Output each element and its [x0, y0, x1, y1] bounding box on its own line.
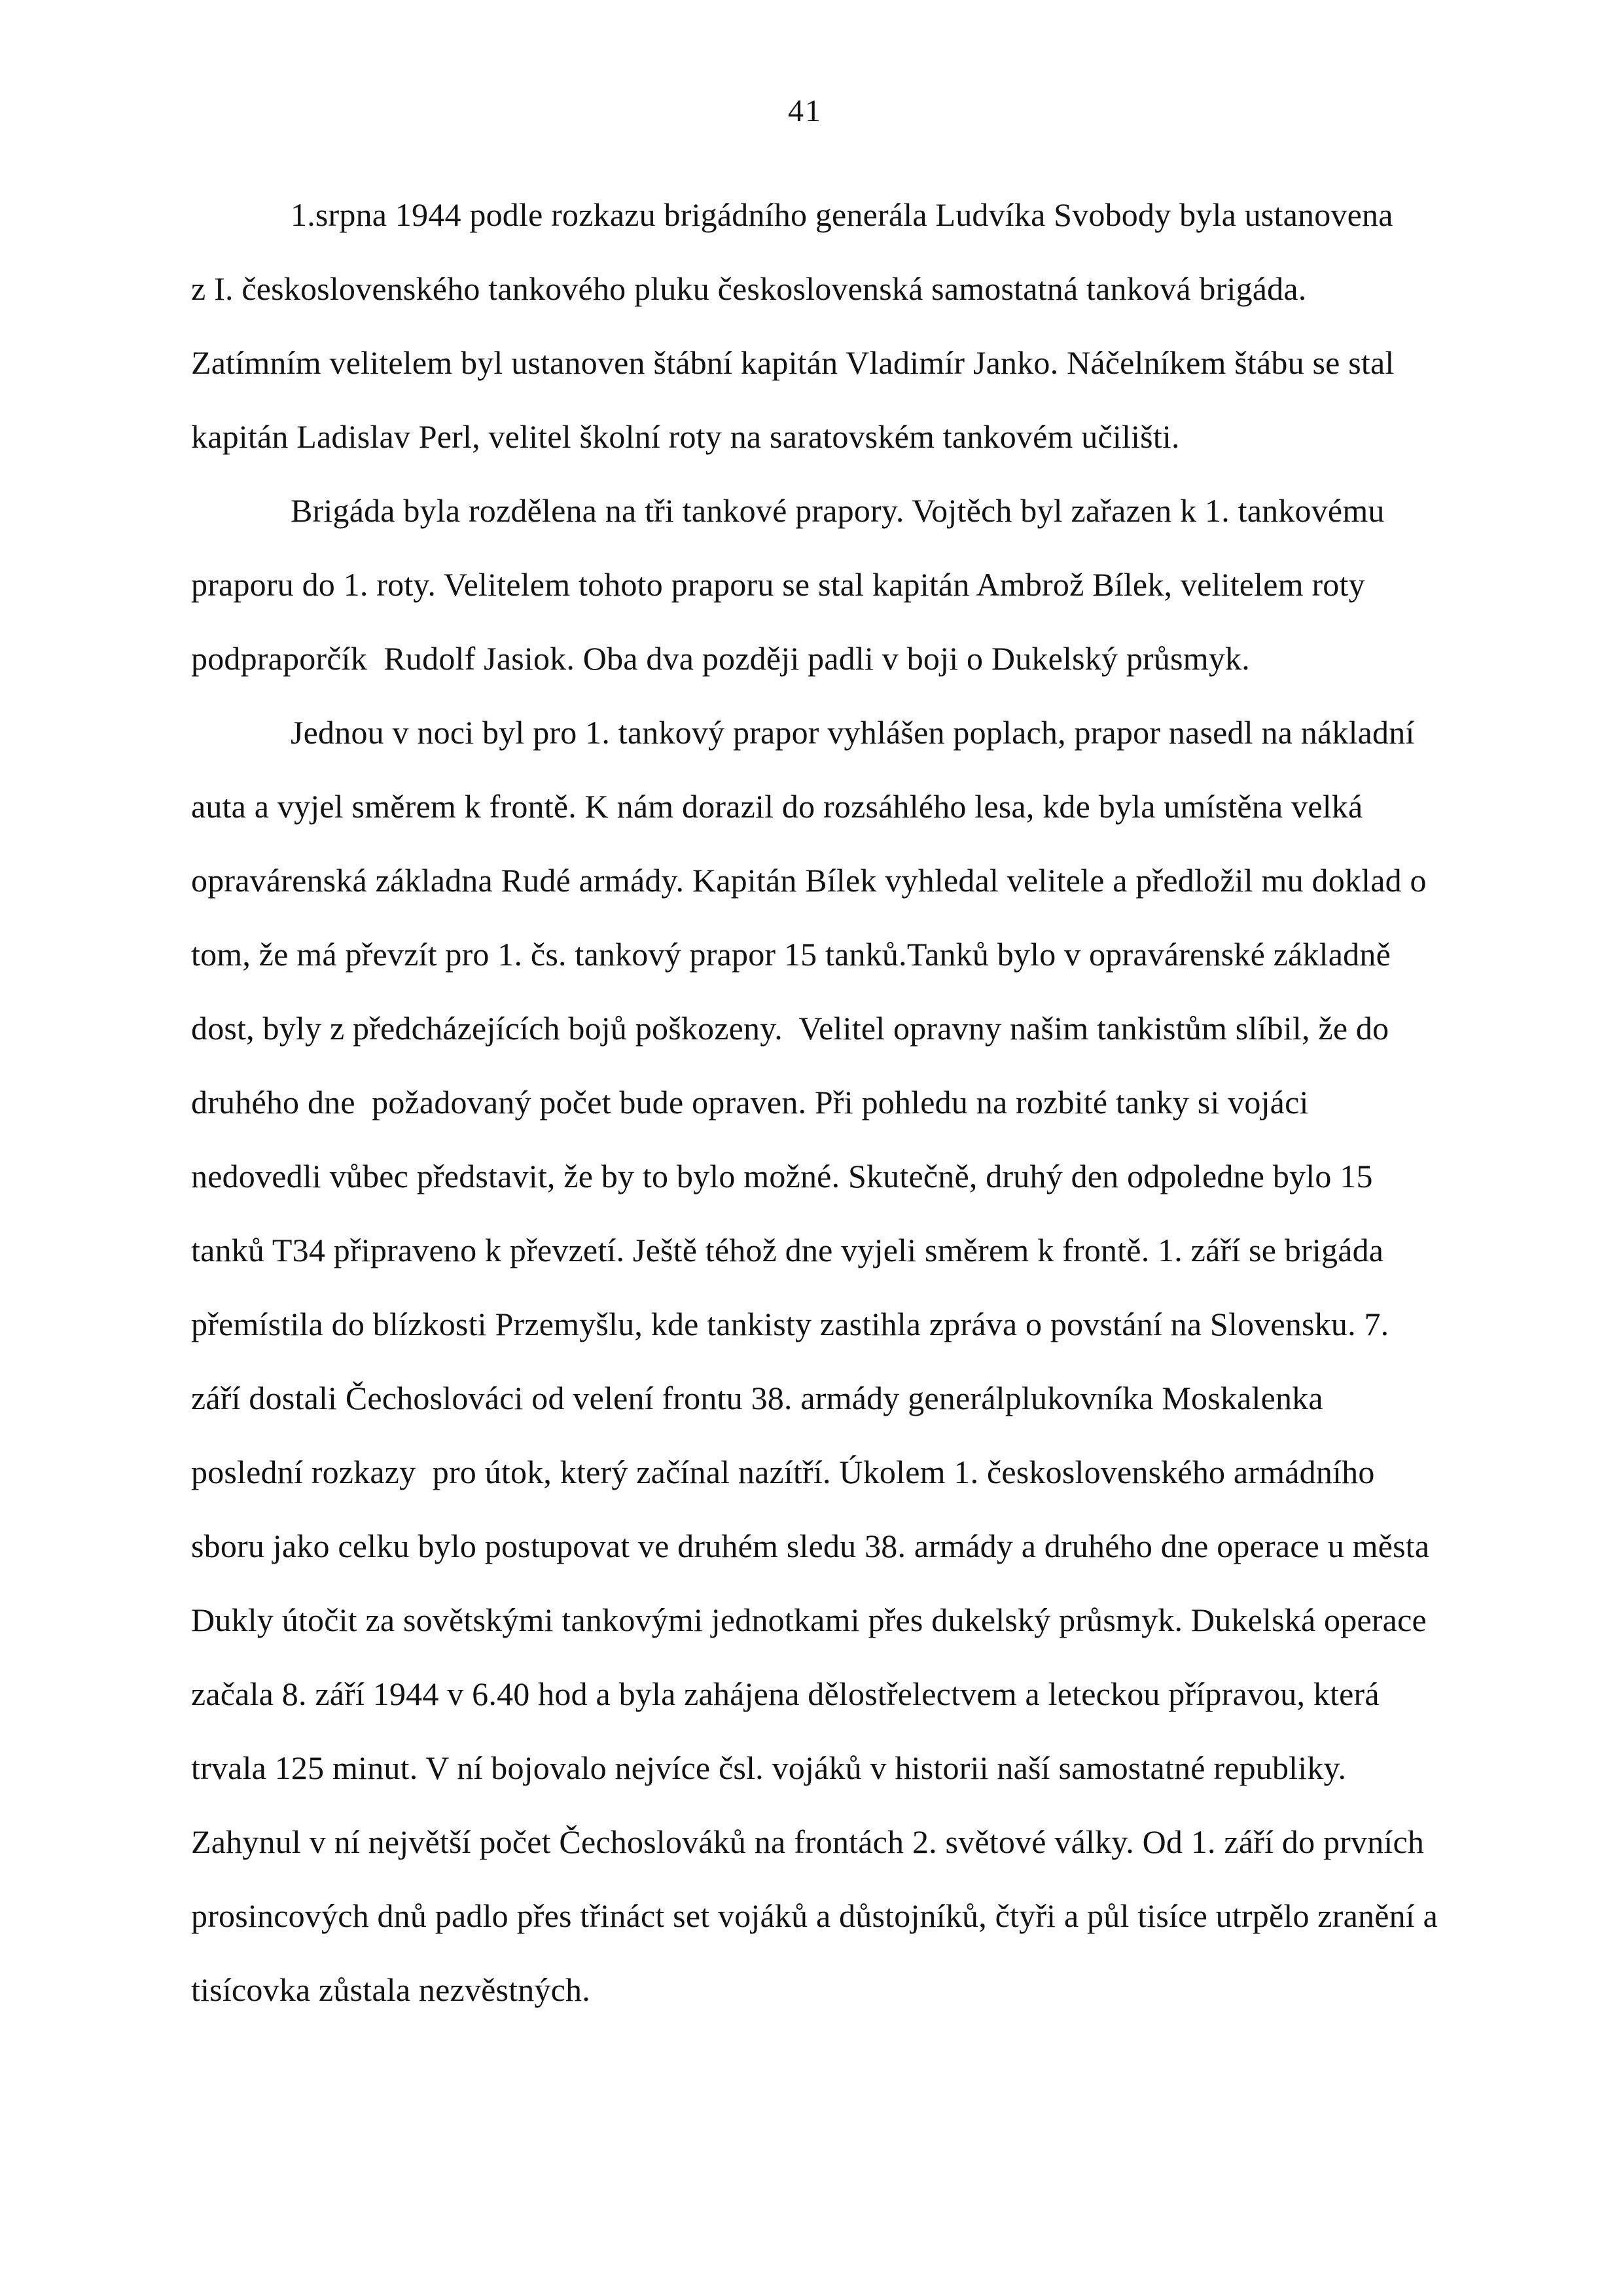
text-line: druhého dne požadovaný počet bude opraven. Při pohledu na rozbité tanky si vojáci	[191, 1084, 1309, 1121]
text-line: začala 8. září 1944 v 6.40 hod a byla zahájena dělostřelectvem a leteckou přípravou, která	[191, 1676, 1380, 1712]
text-line: Zahynul v ní největší počet Čechoslováků na frontách 2. světové války. Od 1. září do prvních	[191, 1823, 1425, 1860]
text-line: Jednou v noci byl pro 1. tankový prapor vyhlášen poplach, prapor nasedl na nákladní	[291, 714, 1415, 751]
text-line: Brigáda byla rozdělena na tři tankové prapory. Vojtěch byl zařazen k 1. tankovému	[291, 492, 1385, 529]
text-line: přemístila do blízkosti Przemyšlu, kde tankisty zastihla zpráva o povstání na Slovensku. 7.	[191, 1306, 1389, 1342]
text-line: tanků T34 připraveno k převzetí. Ještě téhož dne vyjeli směrem k frontě. 1. září se brigáda	[191, 1232, 1384, 1268]
text-line: kapitán Ladislav Perl, velitel školní roty na saratovském tankovém učilišti.	[191, 418, 1180, 455]
document-text	[191, 178, 1438, 2027]
text-line: prosincových dnů padlo přes třináct set vojáků a důstojníků, čtyři a půl tisíce utrpělo zranění a	[191, 1897, 1438, 1934]
text-line: sboru jako celku bylo postupovat ve druhém sledu 38. armády a druhého dne operace u města	[191, 1528, 1430, 1564]
text-line: praporu do 1. roty. Velitelem tohoto praporu se stal kapitán Ambrož Bílek, velitelem roty	[191, 566, 1365, 603]
text-line: dost, byly z předcházejících bojů poškozeny. Velitel opravny našim tankistům slíbil, že do	[191, 1010, 1389, 1047]
text-line: tisícovka zůstala nezvěstných.	[191, 1971, 590, 2008]
text-line: 1.srpna 1944 podle rozkazu brigádního generála Ludvíka Svobody byla ustanovena	[291, 196, 1393, 233]
page-number: 41	[788, 94, 822, 128]
text-line: Zatímním velitelem byl ustanoven štábní kapitán Vladimír Janko. Náčelníkem štábu se stal	[191, 344, 1395, 381]
text-line: září dostali Čechoslováci od velení frontu 38. armády generálplukovníka Moskalenka	[191, 1380, 1323, 1416]
text-line: tom, že má převzít pro 1. čs. tankový prapor 15 tanků.Tanků bylo v opravárenské základně	[191, 936, 1391, 973]
text-line: nedovedli vůbec představit, že by to bylo možné. Skutečně, druhý den odpoledne bylo 15	[191, 1158, 1373, 1194]
text-line: podpraporčík Rudolf Jasiok. Oba dva později padli v boji o Dukelský průsmyk.	[191, 640, 1250, 677]
text-line: opravárenská základna Rudé armády. Kapitán Bílek vyhledal velitele a předložil mu doklad o	[191, 862, 1427, 899]
text-line: Dukly útočit za sovětskými tankovými jednotkami přes dukelský průsmyk. Dukelská operace	[191, 1602, 1427, 1638]
text-line: poslední rozkazy pro útok, který začínal nazítří. Úkolem 1. československého armádního	[191, 1454, 1375, 1490]
text-line: auta a vyjel směrem k frontě. K nám dorazil do rozsáhlého lesa, kde byla umístěna velká	[191, 788, 1363, 825]
text-line: trvala 125 minut. V ní bojovalo nejvíce čsl. vojáků v historii naší samostatné republiky.	[191, 1749, 1347, 1786]
text-line: z I. československého tankového pluku československá samostatná tanková brigáda.	[191, 270, 1307, 307]
